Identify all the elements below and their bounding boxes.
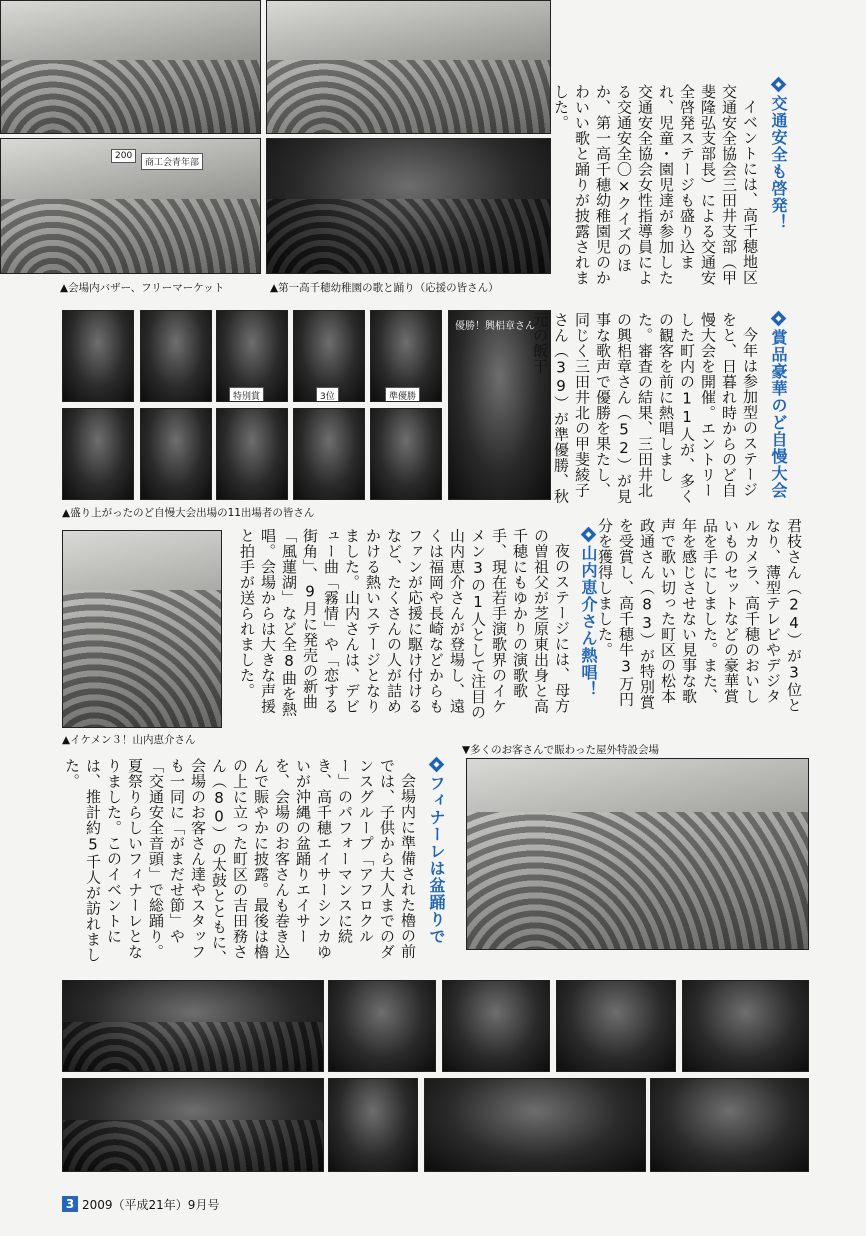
photo-kindergarten: [266, 138, 551, 274]
diamond-icon: [770, 311, 786, 327]
photo-stage: [424, 1078, 646, 1172]
label-third: 3位: [316, 387, 339, 402]
photo-dancers: [328, 1078, 418, 1172]
photo-contestant: [370, 310, 442, 402]
heading-finale: フィナーレは盆踊りで: [426, 758, 446, 945]
text-yamauchi: 夜のステージには、母方の曽祖父が芝原東出身と高千穂にもゆかりの演歌歌手、現在若手演歌界のイケメン3の1人として注目の山内恵介さんが登場し、遠くは福岡や長崎などからもファンが応援に駆け付けるなど、たくさんの人が詰めかける熱いステージとなりました。山内さんは、デビュー曲「霧情」や「恋する街角」、9月に発売の新曲「風蓮湖」など全8曲を熱唱。会場からは大きな声援と拍手が送られました。: [238, 528, 571, 720]
photo-bazaar-bottom: [0, 138, 261, 274]
photo-venue: [466, 758, 809, 950]
photo-contestant: [216, 408, 288, 500]
photo-band: [556, 980, 676, 1072]
caption-contestants: ▲盛り上がったのど自慢大会出場の11出場者の皆さん: [62, 507, 315, 519]
label-runner-up: 準優勝: [385, 387, 420, 402]
photo-contestant: [293, 310, 365, 402]
photo-contestant: [140, 408, 212, 500]
photo-contestant: [140, 310, 212, 402]
photo-traffic-crowd: [266, 0, 551, 134]
diamond-icon: [770, 77, 786, 93]
caption-yamauchi: ▲イケメン３！山内恵介さん: [62, 734, 196, 746]
photo-singers: [442, 980, 550, 1072]
text-karaoke-1: 今年は参加型のステージをと、日暮れ時からのど自慢大会を開催。エントリーした町内の11人が、多くの観客を前に熱唱しました。審査の結果、三田井北の興梠章さん（52）が見事な歌声で優勝を果たし、同じく三田井北の甲斐綾子さん（39）が準優勝、秋元の飯干: [531, 312, 759, 504]
photo-contestant: [216, 310, 288, 402]
caption-venue: ▼多くのお客さんで賑わった屋外特設会場: [462, 744, 659, 756]
photo-contestant: [62, 408, 134, 500]
heading-traffic: 交通安全も啓発！: [768, 78, 788, 231]
label-winner: 優勝！興梠章さん: [455, 321, 535, 332]
photo-contestant: [293, 408, 365, 500]
heading-yamauchi: 山内恵介さん熱唱！: [578, 528, 598, 698]
photo-contestant: [62, 310, 134, 402]
photo-band-2: [682, 980, 809, 1072]
text-finale: 会場内に準備された櫓の前では、子供から大人までのダンスグループ「アフロクルー」のパフォーマンスに続き、高千穂エイサーシンカゆいが沖縄の盆踊りエイサーを、会場のお客さんも巻き込んで賑やかに披露。最後は櫓の上に立った町区の吉田務さん（80）の太鼓とともに、会場のお客さん達やスタッフも一同に「がまだせ節」や「交通安全音頭」で総踊り。夏祭りらしいフィナーレとなりました。このイベントには、推計約5千人が訪れました。: [63, 758, 417, 966]
bazaar-price-sign: 200: [111, 149, 136, 163]
photo-yamauchi: [62, 530, 222, 728]
caption-bazaar: ▲会場内バザー、フリーマーケット: [60, 282, 225, 294]
label-special: 特別賞: [229, 387, 264, 402]
diamond-icon: [428, 757, 444, 773]
bazaar-sign: 商工会青年部: [141, 153, 203, 170]
text-traffic: イベントには、高千穂地区交通安全協会三田井支部（甲斐隆弘支部長）による交通安全啓発ステージも盛り込まれ、児童・園児達が参加した交通安全協会女性指導員による交通安全〇×クイズのほか、第一高千穂幼稚園児のかわいい歌と踊りが披露されました。: [552, 84, 759, 286]
photo-stage-2: [650, 1078, 809, 1172]
page-number: 3: [62, 1196, 78, 1212]
heading-karaoke: 賞品豪華のど自慢大会: [768, 312, 788, 499]
photo-drum: [328, 980, 436, 1072]
text-karaoke-2: 君枝さん（24）が3位となり、薄型テレビやデジタルカメラ、高千穂のおいしいものセットなどの豪華賞品を手にしました。また、年を感じさせない見事な歌声で歌い切った町区の松本政通さん（83）が特別賞を受賞し、高千穂牛3万円分を獲得しました。: [596, 518, 803, 713]
photo-bon-dance: [62, 1078, 324, 1172]
photo-eisa: [62, 980, 324, 1072]
photo-bazaar-top: [0, 0, 261, 134]
issue-date: 2009（平成21年）9月号: [82, 1198, 220, 1212]
photo-contestant: [370, 408, 442, 500]
caption-kindergarten: ▲第一高千穂幼稚園の歌と踊り（応援の皆さん）: [270, 282, 499, 294]
